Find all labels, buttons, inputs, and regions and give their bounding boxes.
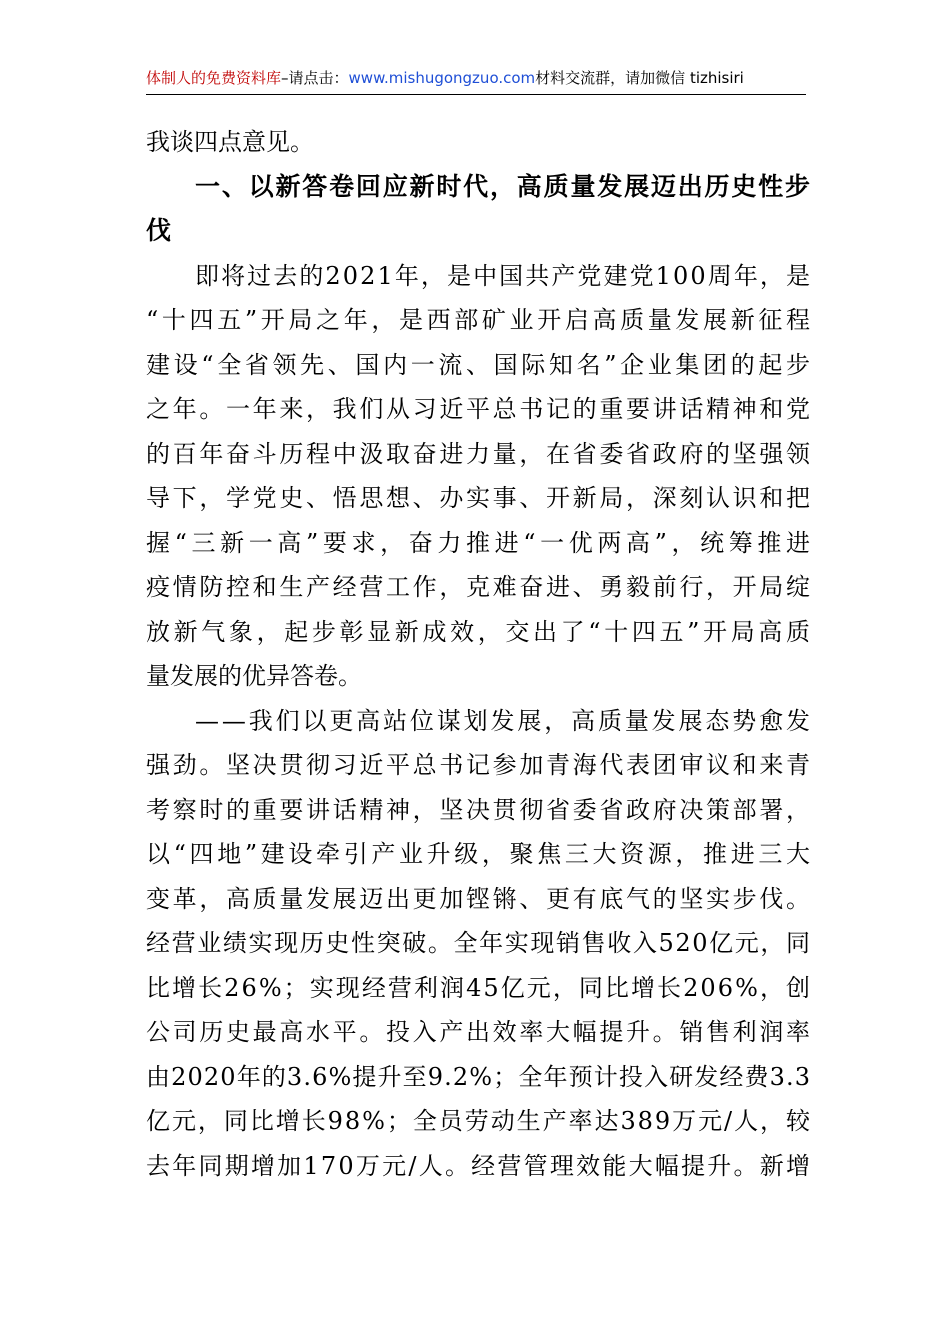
document-body <box>146 120 815 1188</box>
body-text-line: 放新气象，起步彰显新成效，交出了“十四五”开局高质 <box>146 617 814 646</box>
section-heading-line: 一、以新答卷回应新时代，高质量发展迈出历史性步 <box>195 171 812 201</box>
body-text-line: 建设“全省领先、国内一流、国际知名”企业集团的起步 <box>146 350 814 379</box>
body-text-line: 由2020年的3.6%提升至9.2%；全年预计投入研发经费3.3 <box>146 1062 812 1091</box>
body-text-line: 导下，学党史、悟思想、办实事、开新局，深刻认识和把 <box>146 484 813 512</box>
body-text-line: 疫情防控和生产经营工作，克难奋进、勇毅前行，开局绽 <box>146 573 813 601</box>
body-text-line: “十四五”开局之年，是西部矿业开启高质量发展新征程 <box>146 306 814 334</box>
body-text-line: 亿元，同比增长98%；全员劳动生产率达389万元/人，较 <box>146 1107 812 1135</box>
body-text-line: 的百年奋斗历程中汲取奋进力量，在省委省政府的坚强领 <box>146 439 813 468</box>
body-text-line: 比增长26%；实现经营利润45亿元，同比增长206%，创 <box>146 973 813 1002</box>
section-heading-line: 伐 <box>146 216 172 245</box>
header-url-link[interactable]: www.mishugongzuo.com <box>348 69 536 87</box>
header-brand: 体制人的免费资料库 <box>146 69 282 87</box>
body-text-line: 经营业绩实现历史性突破。全年实现销售收入520亿元，同 <box>146 929 812 957</box>
body-text-line: 以“四地”建设牵引产业升级，聚焦三大资源，推进三大 <box>146 840 814 868</box>
body-text-line: 公司历史最高水平。投入产出效率大幅提升。销售利润率 <box>146 1018 813 1046</box>
body-text-line: ——我们以更高站位谋划发展，高质量发展态势愈发 <box>195 706 813 735</box>
body-text-line: 考察时的重要讲话精神，坚决贯彻省委省政府决策部署， <box>146 795 813 824</box>
body-text-line: 去年同期增加170万元/人。经营管理效能大幅提升。新增 <box>146 1151 813 1180</box>
body-text-line: 我谈四点意见。 <box>146 128 314 156</box>
page-header <box>146 62 806 95</box>
body-text-line: 即将过去的2021年，是中国共产党建党100周年，是 <box>195 261 813 290</box>
header-suffix: 材料交流群，请加微信 tizhisiri <box>535 69 744 87</box>
body-text-line: 握“三新一高”要求，奋力推进“一优两高”，统筹推进 <box>146 528 815 557</box>
body-text-line: 之年。一年来，我们从习近平总书记的重要讲话精神和党 <box>146 395 813 423</box>
body-text-line: 强劲。坚决贯彻习近平总书记参加青海代表团审议和来青 <box>146 751 813 779</box>
body-text-line: 变革，高质量发展迈出更加铿锵、更有底气的坚实步伐。 <box>146 884 813 913</box>
body-text-line: 量发展的优异答卷。 <box>146 662 362 690</box>
header-prompt: –请点击： <box>281 69 349 87</box>
